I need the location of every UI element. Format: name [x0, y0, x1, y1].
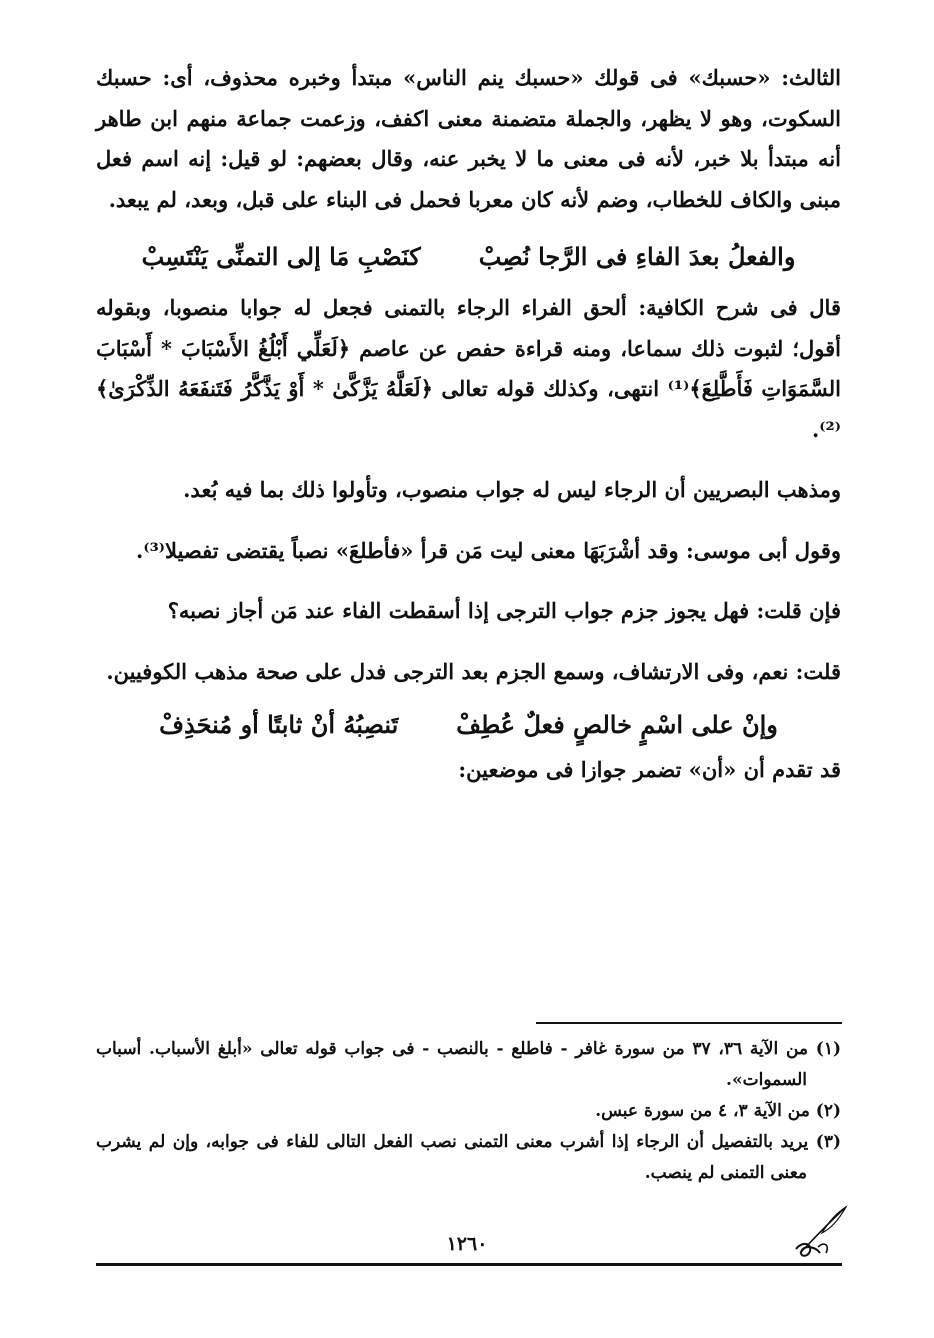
verse-1-left-hemistich: كنَصْبِ مَا إلى التمنِّى يَنْتَسِبْ [141, 242, 421, 271]
paragraph-kafiya: قال فى شرح الكافية: ألحق الفراء الرجاء بالتمنى فجعل له جوابا منصوبا، وبقوله أقول؛ لثبوت ذلك سماعا، ومنه قراءة حفص عن عاصم ﴿لَعَلِّي أَبْلُغُ الأَسْبَابَ * أَسْبَابَ السَّمَوَاتِ فَأَطَّلِعَ﴾⁽¹⁾ انتهى، وكذلك قوله تعالى ﴿لَعَلَّهُ يَزَّكَّىٰ * أَوْ يَذَّكَّرُ فَتَنفَعَهُ الذِّكْرَىٰ﴾⁽²⁾. [96, 295, 841, 442]
verse-line-1 [96, 232, 841, 282]
verse-line-2 [96, 700, 841, 750]
paragraph-an-tudmar: قد تقدم أن «أن» تضمر جوازا فى موضعين: [458, 757, 841, 782]
paragraph-question: فإن قلت: فهل يجوز جزم جواب الترجى إذا أسقطت الفاء عند مَن أجاز نصبه؟ [167, 598, 841, 623]
footnote-3: (٣) يريد بالتفصيل أن الرجاء إذا أشرب معنى التمنى نصب الفعل التالى للفاء فى جوابه، وإن لم يشرب معنى التمنى لم ينصب. [96, 1132, 841, 1183]
paragraph-abi-musa: وقول أبى موسى: وقد أشْرَبَهَا معنى ليت مَن قرأ «فأطلعَ» نصباً يقتضى تفصيلا⁽³⁾. [136, 537, 841, 563]
verse-2-right-hemistich: وإنْ على اسْمٍ خالصٍ فعلٌ عُطِفْ [456, 710, 778, 739]
paragraph-hasbuk: الثالث: «حسبك» فى قولك «حسبك ينم الناس» مبتدأ وخبره محذوف، أى: حسبك السكوت، وهو لا يظهر، والجملة متضمنة معنى اكفف، وزعمت جماعة منهم ابن طاهر أنه مبتدأ بلا خبر، لأنه فى معنى ما لا يخبر عنه، وقال بعضهم: لو قيل: إنه اسم فعل مبنى والكاف للخطاب، وضم لأنه كان معربا فحمل فى البناء على قبل، وبعد، لم يبعد. [96, 65, 841, 212]
main-text [96, 58, 841, 791]
verse-1-right-hemistich: والفعلُ بعدَ الفاءِ فى الرَّجا نُصِبْ [478, 242, 796, 271]
footnotes [96, 1034, 841, 1189]
paragraph-answer: قلت: نعم، وفى الارتشاف، وسمع الجزم بعد الترجى فدل على صحة مذهب الكوفيين. [106, 658, 841, 684]
bottom-rule [96, 1263, 842, 1266]
page-number: ١٢٦٠ [446, 1233, 488, 1255]
footnote-1: (١) من الآية ٣٦، ٣٧ من سورة غافر - فاطلع - بالنصب - فى جواب قوله تعالى «أبلغ الأسباب. أسباب السموات». [96, 1039, 841, 1090]
footnote-2: (٢) من الآية ٣، ٤ من سورة عبس. [595, 1101, 841, 1121]
paragraph-basriyyin: ومذهب البصريين أن الرجاء ليس له جواب منصوب، وتأولوا ذلك بما فيه بُعد. [183, 477, 841, 502]
footnote-separator [536, 1022, 842, 1024]
verse-2-left-hemistich: تَنصِبُهُ أنْ ثابتًا أو مُنحَذِفْ [159, 710, 399, 739]
